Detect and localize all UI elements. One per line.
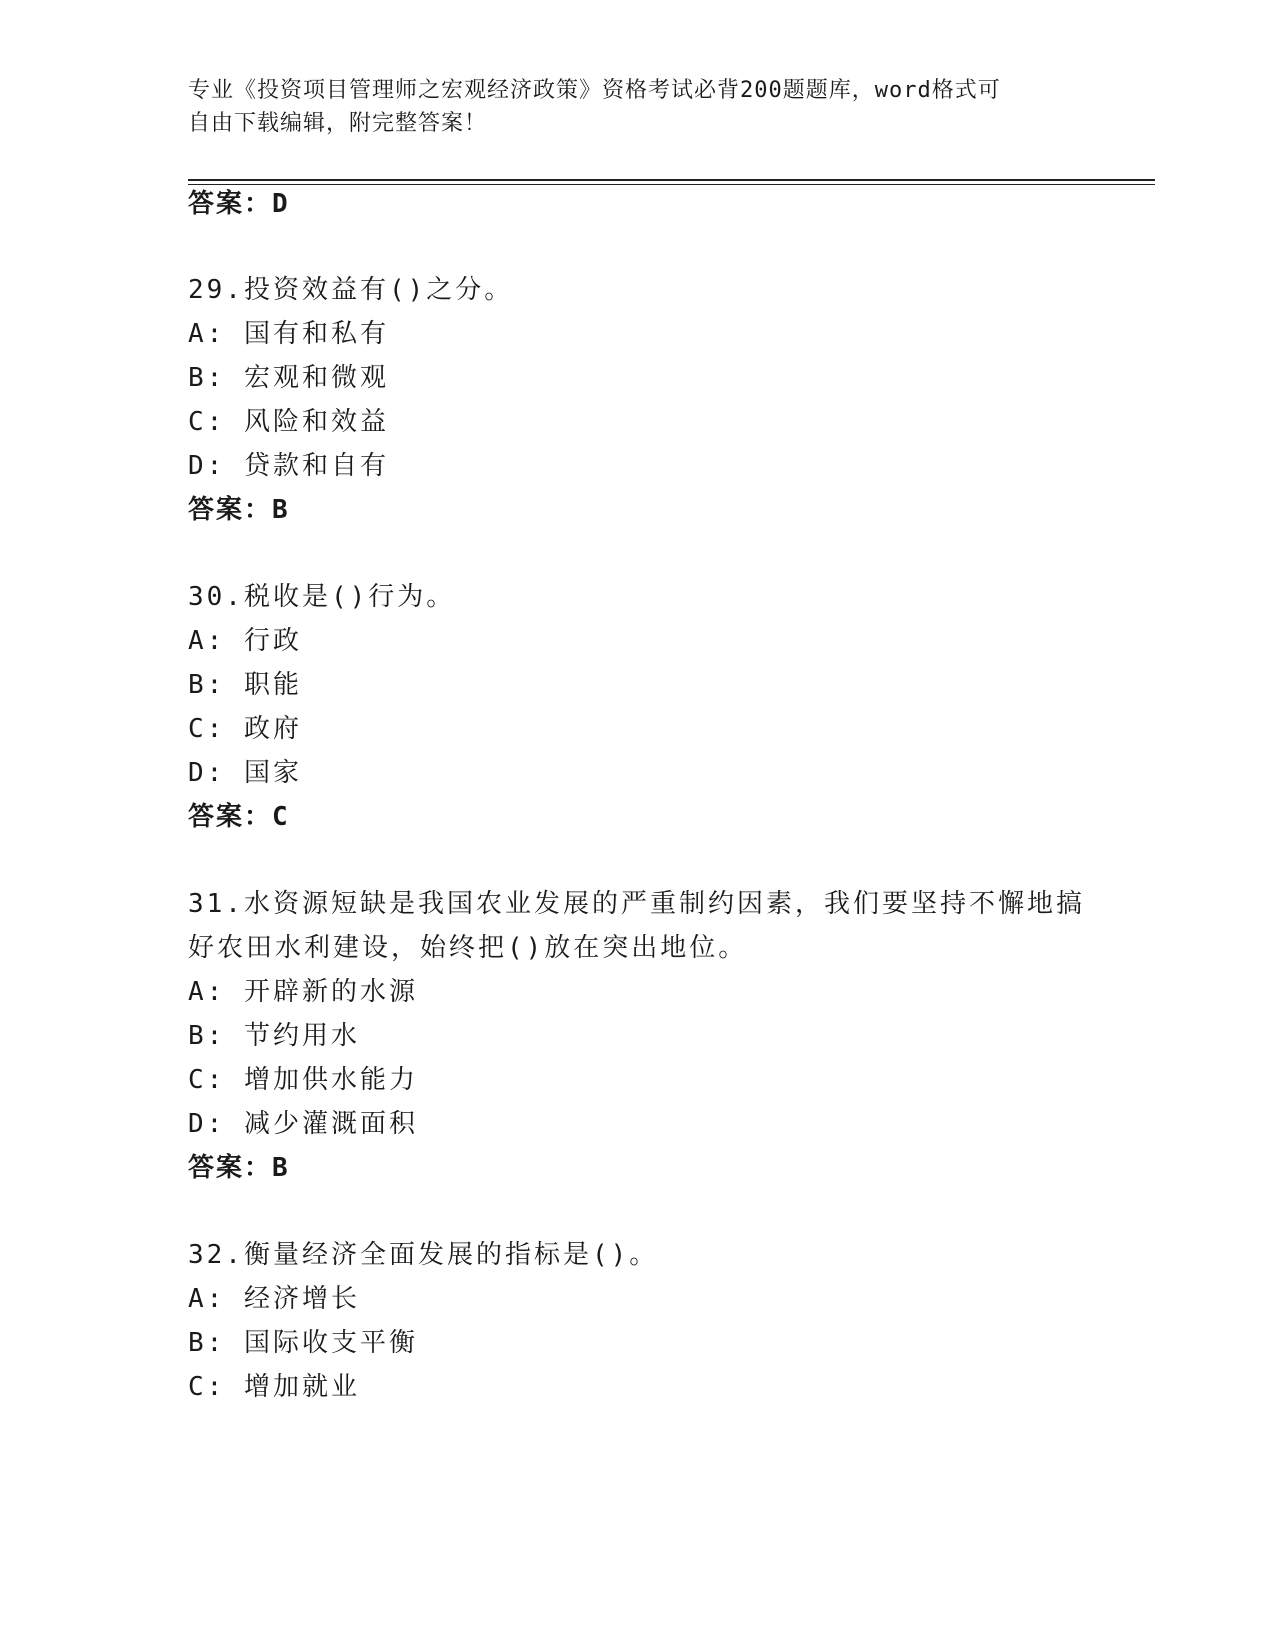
question-29-option-d: D: 贷款和自有 — [188, 451, 389, 481]
question-32-option-a: A: 经济增长 — [188, 1284, 360, 1314]
question-32-stem: 32.衡量经济全面发展的指标是()。 — [188, 1240, 659, 1270]
question-31-stem-line-2: 好农田水利建设，始终把()放在突出地位。 — [188, 933, 748, 963]
question-31-option-d: D: 减少灌溉面积 — [188, 1109, 418, 1139]
question-29-answer: 答案：B — [188, 495, 290, 525]
header-line-2: 自由下载编辑，附完整答案！ — [188, 111, 488, 136]
question-29-stem: 29.投资效益有()之分。 — [188, 275, 514, 305]
question-30-option-d: D: 国家 — [188, 758, 302, 788]
page-header — [188, 74, 1088, 140]
question-30-option-c: C: 政府 — [188, 714, 302, 744]
question-31-stem-line-1: 31.水资源短缺是我国农业发展的严重制约因素，我们要坚持不懈地搞 — [188, 889, 1085, 919]
question-31-option-a: A: 开辟新的水源 — [188, 977, 418, 1007]
answer-previous: 答案：D — [188, 189, 290, 219]
question-30-stem: 30.税收是()行为。 — [188, 582, 456, 612]
question-30-option-b: B: 职能 — [188, 670, 302, 700]
question-30-option-a: A: 行政 — [188, 626, 302, 656]
question-30-answer: 答案：C — [188, 802, 290, 832]
question-32-option-b: B: 国际收支平衡 — [188, 1328, 418, 1358]
question-29-option-c: C: 风险和效益 — [188, 407, 389, 437]
header-line-1: 专业《投资项目管理师之宏观经济政策》资格考试必背200题题库，word格式可 — [188, 78, 1001, 103]
question-29-option-a: A: 国有和私有 — [188, 319, 389, 349]
header-divider-thick — [188, 179, 1155, 181]
header-divider-thin — [188, 184, 1155, 185]
question-31-option-b: B: 节约用水 — [188, 1021, 360, 1051]
question-31-answer: 答案：B — [188, 1153, 290, 1183]
question-32-option-c: C: 增加就业 — [188, 1372, 360, 1402]
question-29-option-b: B: 宏观和微观 — [188, 363, 389, 393]
question-31-option-c: C: 增加供水能力 — [188, 1065, 418, 1095]
